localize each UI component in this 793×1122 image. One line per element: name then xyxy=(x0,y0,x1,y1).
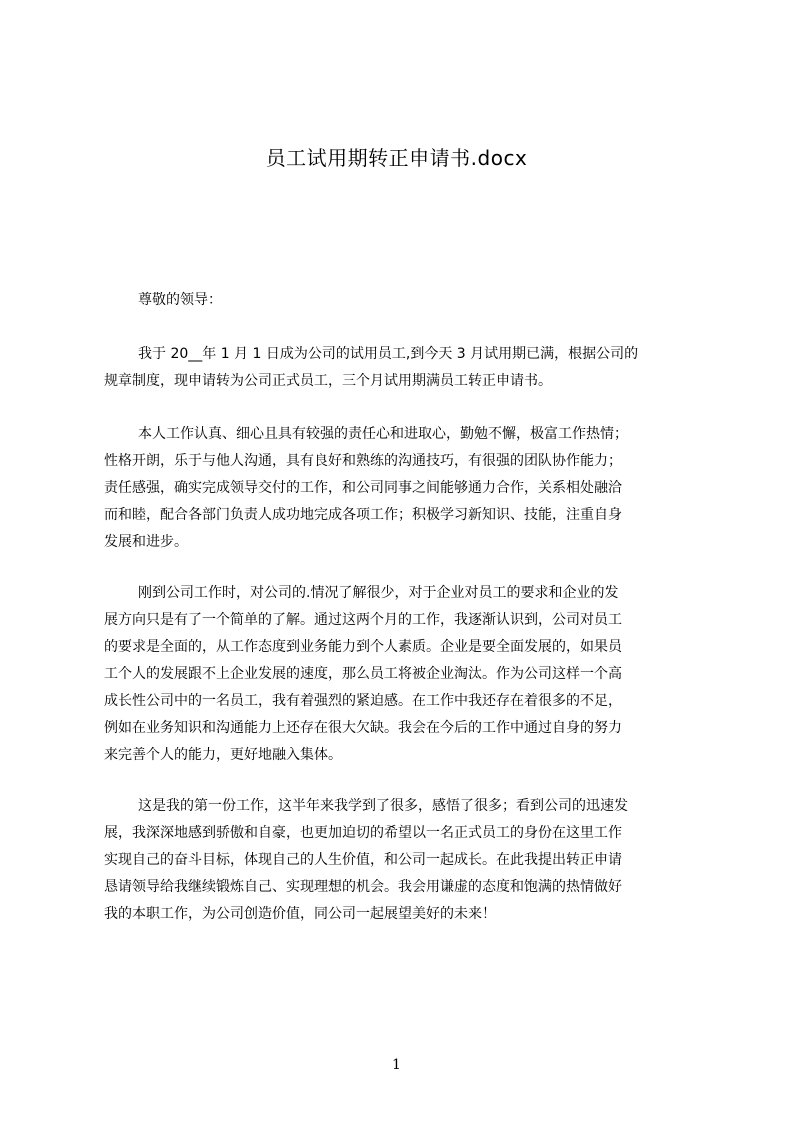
paragraph-line: 规章制度，现申请转为公司正式员工，三个月试用期满员工转正申请书。 xyxy=(104,373,552,389)
paragraph-line: 我的本职工作，为公司创造价值，同公司一起展望美好的未来！ xyxy=(104,906,496,922)
salutation: 尊敬的领导： xyxy=(138,292,222,308)
paragraph-closing-request xyxy=(104,793,700,928)
paragraph-line: 责任感强，确实完成领导交付的工作，和公司同事之间能够通力合作，关系相处融洽 xyxy=(104,480,622,496)
paragraph-self-assessment xyxy=(104,421,700,556)
document-title: 员工试用期转正申请书.docx xyxy=(265,146,528,170)
paragraph-line: 刚到公司工作时，对公司的.情况了解很少，对于企业对员工的要求和企业的发 xyxy=(138,585,619,601)
paragraph-line: 而和睦，配合各部门负责人成功地完成各项工作；积极学习新知识、技能，注重自身 xyxy=(104,507,622,523)
paragraph-line: 发展和进步。 xyxy=(104,534,188,550)
paragraph-line: 本人工作认真、细心且具有较强的责任心和进取心，勤勉不懈，极富工作热情； xyxy=(138,426,628,442)
paragraph-line: 工个人的发展跟不上企业发展的速度，那么员工将被企业淘汰。作为公司这样一个高 xyxy=(104,666,622,682)
paragraph-line: 的要求是全面的，从工作态度到业务能力到个人素质。企业是要全面发展的，如果员 xyxy=(104,639,622,655)
page-number: 1 xyxy=(392,1057,401,1073)
paragraph-line: 实现自己的奋斗目标，体现自己的人生价值，和公司一起成长。在此我提出转正申请 xyxy=(104,852,622,868)
paragraph-line: 来完善个人的能力，更好地融入集体。 xyxy=(104,747,342,763)
paragraph-line: 恳请领导给我继续锻炼自己、实现理想的机会。我会用谦虚的态度和饱满的热情做好 xyxy=(104,879,622,895)
paragraph-line: 例如在业务知识和沟通能力上还存在很大欠缺。我会在今后的工作中通过自身的努力 xyxy=(104,720,622,736)
paragraph-line: 成长性公司中的一名员工，我有着强烈的紧迫感。在工作中我还存在着很多的不足， xyxy=(104,693,622,709)
paragraph-probation-period xyxy=(104,341,700,395)
paragraph-line: 展，我深深地感到骄傲和自豪，也更加迫切的希望以一名正式员工的身份在这里工作 xyxy=(104,825,622,841)
paragraph-line: 这是我的第一份工作，这半年来我学到了很多，感悟了很多；看到公司的迅速发 xyxy=(138,798,628,814)
paragraph-line: 我于 20__年 1 月 1 日成为公司的试用员工,到今天 3 月试用期已满，根据公司的 xyxy=(138,346,639,362)
paragraph-line: 展方向只是有了一个简单的了解。通过这两个月的工作，我逐渐认识到，公司对员工 xyxy=(104,612,622,628)
paragraph-work-experience xyxy=(104,580,700,769)
paragraph-line: 性格开朗，乐于与他人沟通，具有良好和熟练的沟通技巧，有很强的团队协作能力； xyxy=(104,453,622,469)
